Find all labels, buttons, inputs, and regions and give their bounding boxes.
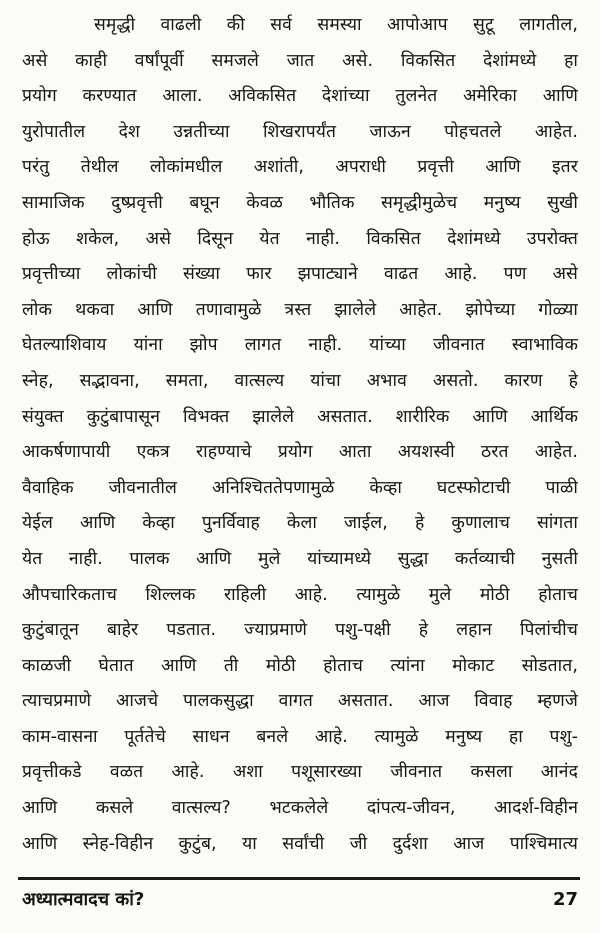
text-line: संयुक्त कुटुंबापासून विभक्त झालेले असतात. शारीरिक आणि आर्थिक: [22, 406, 578, 427]
text-line: असे काही वर्षांपूर्वी समजले जात असे. विकसित देशांमध्ये हा: [22, 50, 578, 71]
text-line: आकर्षणापायी एकत्र राहण्याचे प्रयोग आता अयशस्वी ठरत आहेत.: [22, 442, 578, 463]
text-line: येईल आणि केव्हा पुनर्विवाह केला जाईल, हे कुणालाच सांगता: [22, 513, 578, 534]
text-line: काळजी घेतात आणि ती मोठी होताच त्यांना मोकाट सोडतात,: [22, 655, 578, 676]
body-text: [22, 8, 578, 862]
text-line: कुटुंबातून बाहेर पडतात. ज्याप्रमाणे पशु-पक्षी हे लहान पिलांचीच: [22, 620, 578, 641]
text-line: स्नेह, सद्भावना, समता, वात्सल्य यांचा अभाव असतो. कारण हे: [22, 370, 578, 391]
text-line: घेतल्याशिवाय यांना झोप लागत नाही. यांच्या जीवनात स्वाभाविक: [22, 335, 578, 356]
footer-rule: [18, 877, 580, 880]
text-line: आणि कसले वात्सल्य? भटकलेले दांपत्य-जीवन, आदर्श-विहीन: [22, 798, 578, 819]
text-line: काम-वासना पूर्ततेचे साधन बनले आहे. त्यामुळे मनुष्य हा पशु-: [22, 726, 578, 747]
text-line: परंतु तेथील लोकांमधील अशांती, अपराधी प्रवृत्ती आणि इतर: [22, 157, 578, 178]
text-line: प्रवृत्तीच्या लोकांची संख्या फार झपाट्याने वाढत आहे. पण असे: [22, 264, 578, 285]
page-number: 27: [552, 888, 578, 910]
text-line: होऊ शकेल, असे दिसून येत नाही. विकसित देशांमध्ये उपरोक्त: [22, 228, 578, 249]
text-line: लोक थकवा आणि तणावामुळे त्रस्त झालेले आहेत. झोपेच्या गोळ्या: [22, 299, 578, 320]
text-line: युरोपातील देश उन्नतीच्या शिखरापर्यंत जाऊन पोहचतले आहेत.: [22, 121, 578, 142]
text-line: प्रयोग करण्यात आला. अविकसित देशांच्या तुलनेत अमेरिका आणि: [22, 86, 578, 107]
page-footer: [22, 882, 578, 916]
text-line: त्याचप्रमाणे आजचे पालकसुद्धा वागत असतात. आज विवाह म्हणजे: [22, 691, 578, 712]
text-line: सामाजिक दुष्प्रवृत्ती बघून केवळ भौतिक समृद्धीमुळेच मनुष्य सुखी: [22, 192, 578, 213]
text-line: प्रवृत्तीकडे वळत आहे. अशा पशूसारख्या जीवनात कसला आनंद: [22, 762, 578, 783]
text-line: औपचारिकताच शिल्लक राहिली आहे. त्यामुळे मुले मोठी होताच: [22, 584, 578, 605]
text-line: आणि स्नेह-विहीन कुटुंब, या सर्वांची जी दुर्दशा आज पाश्चिमात्य: [22, 833, 578, 854]
running-title: अध्यात्मवादच कां?: [22, 889, 145, 910]
text-line: वैवाहिक जीवनातील अनिश्चिततेपणामुळे केव्हा घटस्फोटाची पाळी: [22, 477, 578, 498]
text-line: येत नाही. पालक आणि मुले यांच्यामध्ये सुद्धा कर्तव्याची नुसती: [22, 548, 578, 569]
text-line: समृद्धी वाढली की सर्व समस्या आपोआप सुटू लागतील,: [94, 15, 578, 35]
